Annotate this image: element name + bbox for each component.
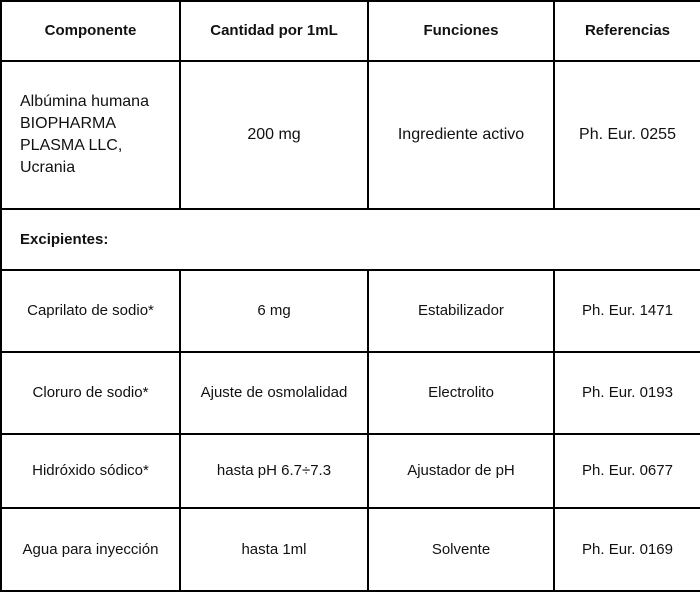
- cell-reference: Ph. Eur. 0169: [554, 508, 700, 591]
- cell-quantity: 6 mg: [180, 270, 368, 352]
- section-label: Excipientes:: [1, 209, 700, 270]
- header-quantity: Cantidad por 1mL: [180, 1, 368, 61]
- cell-function: Ingrediente activo: [368, 61, 554, 209]
- cell-component: Caprilato de sodio*: [1, 270, 180, 352]
- cell-component: Cloruro de sodio*: [1, 352, 180, 434]
- cell-component: Agua para inyección: [1, 508, 180, 591]
- cell-reference: Ph. Eur. 0677: [554, 434, 700, 508]
- cell-function: Solvente: [368, 508, 554, 591]
- header-functions: Funciones: [368, 1, 554, 61]
- header-references: Referencias: [554, 1, 700, 61]
- section-row-excipients: [1, 209, 700, 270]
- table-row: [1, 270, 700, 352]
- cell-quantity: Ajuste de osmolalidad: [180, 352, 368, 434]
- table-row-active-ingredient: [1, 61, 700, 209]
- header-component: Componente: [1, 1, 180, 61]
- cell-function: Ajustador de pH: [368, 434, 554, 508]
- table-row: [1, 352, 700, 434]
- cell-function: Estabilizador: [368, 270, 554, 352]
- cell-reference: Ph. Eur. 0193: [554, 352, 700, 434]
- cell-quantity: hasta 1ml: [180, 508, 368, 591]
- table-row: [1, 508, 700, 591]
- table-row: [1, 434, 700, 508]
- cell-reference: Ph. Eur. 1471: [554, 270, 700, 352]
- cell-component: Hidróxido sódico*: [1, 434, 180, 508]
- cell-function: Electrolito: [368, 352, 554, 434]
- header-row: [1, 1, 700, 61]
- cell-reference: Ph. Eur. 0255: [554, 61, 700, 209]
- cell-quantity: hasta pH 6.7÷7.3: [180, 434, 368, 508]
- cell-component: Albúmina humana BIOPHARMA PLASMA LLC, Ucrania: [1, 61, 180, 209]
- cell-quantity: 200 mg: [180, 61, 368, 209]
